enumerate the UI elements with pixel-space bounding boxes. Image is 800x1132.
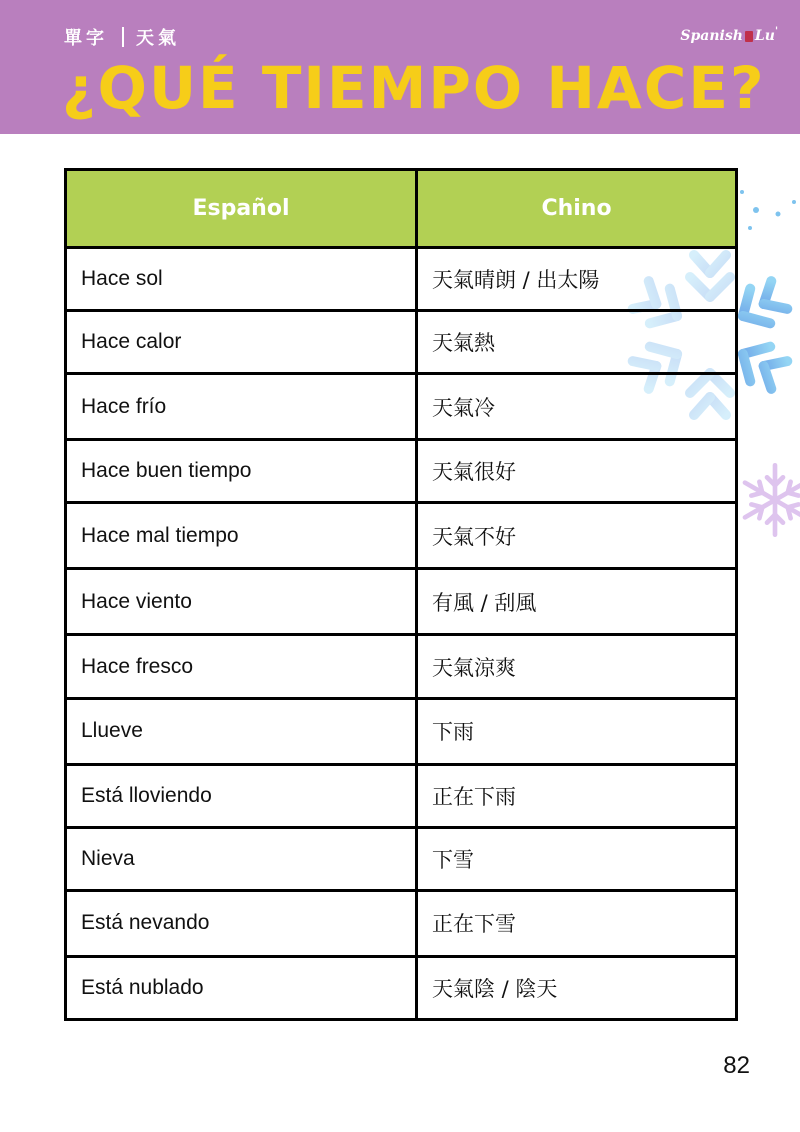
table-row (66, 374, 737, 440)
chinese-term: 天氣熱 (417, 311, 737, 374)
page-header (0, 0, 800, 134)
section-divider (122, 27, 124, 47)
table-row (66, 827, 737, 890)
spanish-term: Hace buen tiempo (66, 440, 417, 503)
snowflake-icon (735, 440, 800, 560)
spanish-term: Llueve (66, 698, 417, 764)
chinese-term: 天氣晴朗 / 出太陽 (417, 248, 737, 311)
spanish-term: Hace mal tiempo (66, 503, 417, 569)
section-topic: 天氣 (136, 28, 180, 49)
spanish-term: Hace fresco (66, 635, 417, 698)
column-header-chinese: Chino (417, 170, 737, 248)
spanish-term: Nieva (66, 827, 417, 890)
table-row (66, 764, 737, 827)
table-row (66, 635, 737, 698)
spanish-term: Hace calor (66, 311, 417, 374)
page-number: 82 (723, 1052, 750, 1079)
spanish-term: Hace sol (66, 248, 417, 311)
page-title: ¿QUÉ TIEMPO HACE? (62, 54, 766, 122)
section-label (64, 24, 180, 50)
chinese-term: 下雪 (417, 827, 737, 890)
table-row (66, 698, 737, 764)
section-category: 單字 (64, 28, 108, 49)
chinese-term: 下雨 (417, 698, 737, 764)
spanish-term: Está nevando (66, 890, 417, 956)
vocabulary-table (64, 168, 738, 1021)
table-row (66, 956, 737, 1019)
spanish-term: Hace frío (66, 374, 417, 440)
table-row (66, 311, 737, 374)
chinese-term: 天氣不好 (417, 503, 737, 569)
table-header-row (66, 170, 737, 248)
table-row (66, 248, 737, 311)
chinese-term: 天氣涼爽 (417, 635, 737, 698)
spanish-term: Está lloviendo (66, 764, 417, 827)
spanish-term: Hace viento (66, 569, 417, 635)
spanish-term: Está nublado (66, 956, 417, 1019)
brand-suffix: Lu (754, 28, 775, 44)
brand-logo (680, 25, 778, 44)
table-row (66, 440, 737, 503)
brand-sup: ' (774, 25, 778, 37)
table-row (66, 569, 737, 635)
brand-mark-icon (745, 31, 753, 42)
brand-text: Spanish (680, 28, 743, 44)
chinese-term: 正在下雪 (417, 890, 737, 956)
chinese-term: 天氣冷 (417, 374, 737, 440)
chinese-term: 正在下雨 (417, 764, 737, 827)
table-row (66, 503, 737, 569)
chinese-term: 天氣陰 / 陰天 (417, 956, 737, 1019)
chinese-term: 有風 / 刮風 (417, 569, 737, 635)
column-header-spanish: Español (66, 170, 417, 248)
chinese-term: 天氣很好 (417, 440, 737, 503)
table-row (66, 890, 737, 956)
